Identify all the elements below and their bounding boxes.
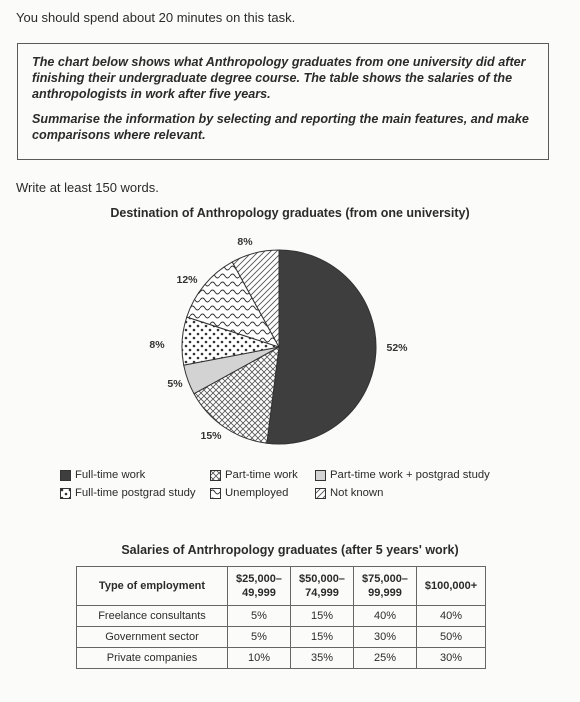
pie-chart-title: Destination of Anthropology graduates (from one university) — [110, 206, 470, 220]
legend-item-unemployed — [210, 487, 315, 499]
table-row — [77, 648, 486, 669]
task-description: The chart below shows what Anthropology graduates from one university did after finishing their undergraduate degree course. The table shows the salaries of the anthropologists in work after five years. — [32, 55, 526, 101]
pie-data-label: 12% — [176, 274, 198, 286]
legend-item-full-time-work — [60, 469, 210, 481]
table-cell: 5% — [228, 627, 291, 648]
table-cell: Government sector — [77, 627, 228, 648]
table-cell: 10% — [228, 648, 291, 669]
legend-label: Part-time work + postgrad study — [330, 469, 490, 481]
legend-item-not-known — [315, 487, 383, 499]
table-cell: 40% — [354, 606, 417, 627]
task-instruction: Summarise the information by selecting and reporting the main features, and make comparisons where relevant. — [32, 112, 529, 142]
table-cell: 35% — [291, 648, 354, 669]
table-title: Salaries of Antrhropology graduates (after 5 years' work) — [121, 543, 459, 557]
word-count-instruction: Write at least 150 words. — [16, 180, 159, 195]
pie-data-label: 8% — [237, 236, 253, 248]
legend-item-full-time-postgrad — [60, 487, 210, 499]
table-header: $100,000+ — [417, 567, 486, 606]
legend-swatch-grey-icon — [315, 470, 326, 481]
table-header: $75,000– 99,999 — [354, 567, 417, 606]
table-cell: 5% — [228, 606, 291, 627]
table-cell: Freelance consultants — [77, 606, 228, 627]
pie-data-label: 8% — [149, 339, 165, 351]
legend-swatch-wavy-icon — [210, 488, 221, 499]
pie-data-label: 52% — [386, 342, 408, 354]
table-cell: 30% — [417, 648, 486, 669]
legend-item-part-time-work — [210, 469, 315, 481]
pie-legend — [60, 466, 490, 502]
table-row — [77, 627, 486, 648]
salary-table — [76, 566, 486, 669]
table-cell: Private companies — [77, 648, 228, 669]
table-cell: 15% — [291, 627, 354, 648]
legend-item-part-time-postgrad — [315, 469, 490, 481]
table-header: Type of employment — [77, 567, 228, 606]
legend-swatch-solid-icon — [60, 470, 71, 481]
time-instruction: You should spend about 20 minutes on this task. — [16, 10, 296, 25]
pie-slice-full-time-work — [267, 250, 376, 444]
legend-label: Full-time postgrad study — [75, 487, 196, 499]
table-header-row — [77, 567, 486, 606]
table-cell: 50% — [417, 627, 486, 648]
legend-swatch-dots-icon — [60, 488, 71, 499]
pie-data-label: 15% — [200, 430, 222, 442]
table-cell: 30% — [354, 627, 417, 648]
legend-label: Not known — [330, 487, 384, 499]
table-cell: 15% — [291, 606, 354, 627]
table-cell: 40% — [417, 606, 486, 627]
table-header: $25,000– 49,999 — [228, 567, 291, 606]
table-header: $50,000– 74,999 — [291, 567, 354, 606]
table-cell: 25% — [354, 648, 417, 669]
legend-swatch-diagonal-icon — [315, 488, 326, 499]
table-row — [77, 606, 486, 627]
legend-swatch-crosshatch-icon — [210, 470, 221, 481]
pie-data-label: 5% — [167, 378, 183, 390]
legend-label: Unemployed — [225, 487, 289, 499]
legend-label: Full-time work — [75, 469, 146, 481]
legend-label: Part-time work — [225, 469, 298, 481]
